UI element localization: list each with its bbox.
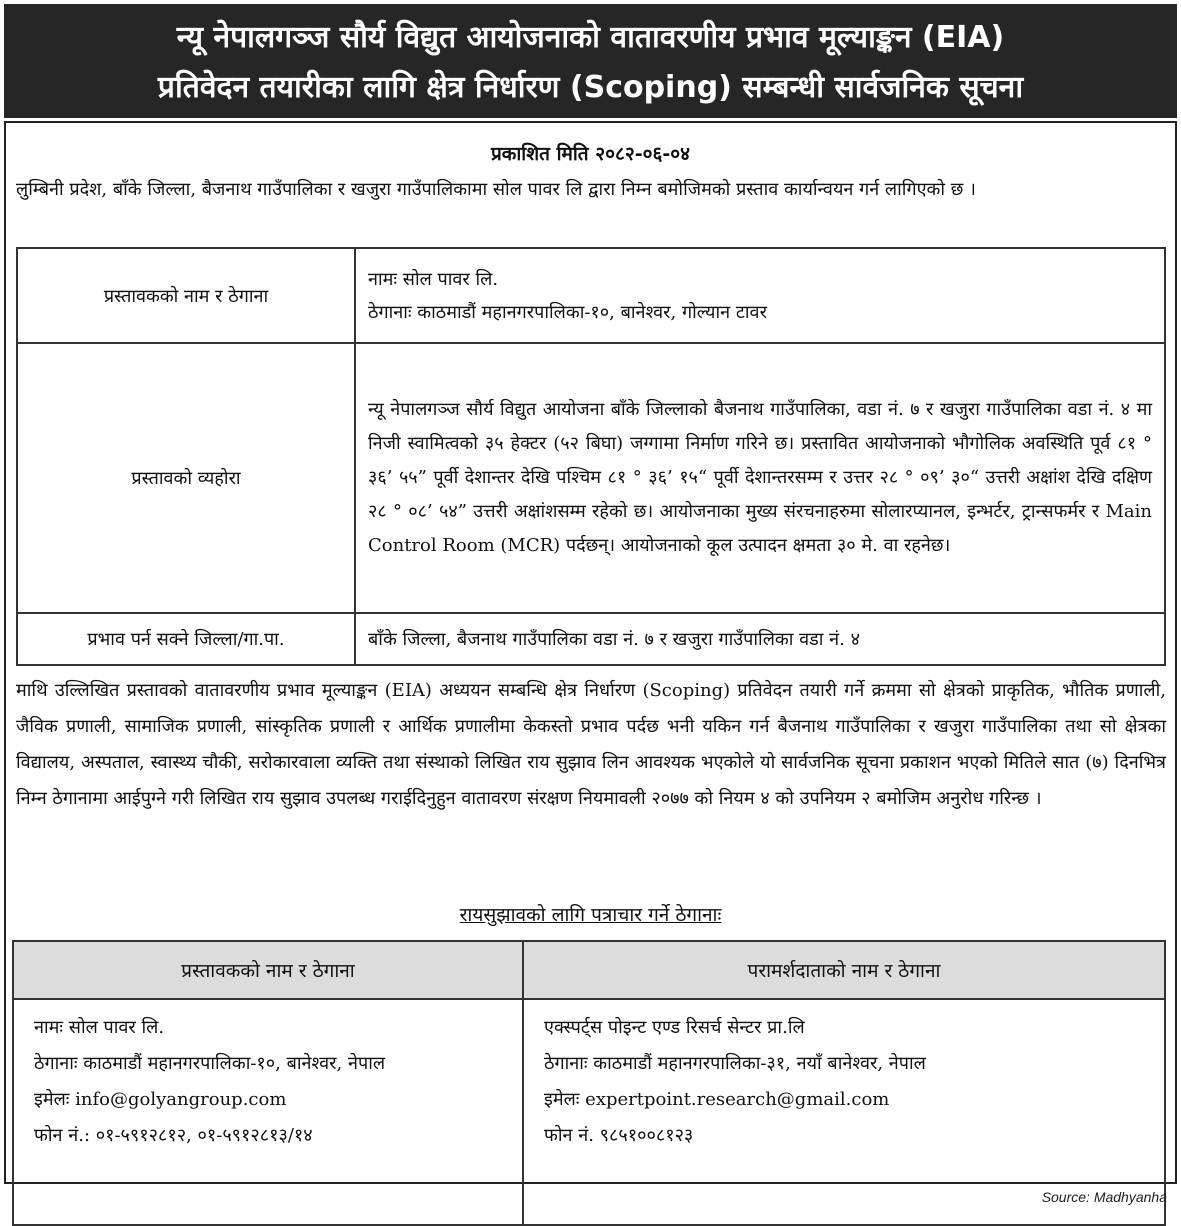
proponent-contact-name: नामः सोल पावर लि. xyxy=(34,1017,165,1038)
affected-area-label: प्रभाव पर्न सक्ने जिल्ला/गा.पा. xyxy=(17,613,355,665)
proposal-description-text: न्यू नेपालगञ्ज सौर्य विद्युत आयोजना बाँके जिल्लाको बैजनाथ गाउँपालिका, वडा नं. ७ र खजुरा गाउँपालिका वडा नं. ४ मा निजी स्वामित्वको ३५ हेक्टर (५२ बिघा) जग्गामा निर्माण गरिने छ। प्रस्तावित आयोजनाको भौगोलिक अवस्थिति पूर्व ८१ ° ३६’ ५५” पूर्वी देशान्तर देखि पश्चिम ८१ ° ३६’ १५“ पूर्वी देशान्तरसम्म र उत्तर २८ ° ०९’ ३०“ उत्तरी अक्षांश देखि दक्षिण २८ ° ०८’ ५४” उत्तरी अक्षांशसम्म रहेको छ। आयोजनाका मुख्य संरचनाहरुमा सोलारप्यानल, इन्भर्टर, ट्रान्सफर्मर र Main Control Room (MCR) पर्दछन्। आयोजनाको कूल उत्पादन क्षमता ३० मे. वा रहनेछ। xyxy=(355,343,1165,613)
consultant-contact-email: इमेलः expertpoint.research@gmail.com xyxy=(544,1089,890,1110)
proponent-contact-phone: फोन नं.: ०१-५९१२८१२, ०१-५९१२८१३/१४ xyxy=(34,1125,313,1146)
proponent-contact-details xyxy=(13,999,523,1225)
proposal-info-table xyxy=(16,247,1166,666)
contact-details-row xyxy=(13,999,1165,1225)
proponent-contact-address: ठेगानाः काठमाडौं महानगरपालिका-१०, बानेश्वर, नेपाल xyxy=(34,1053,386,1074)
published-date: प्रकाशित मिति २०८२-०६-०४ xyxy=(490,143,691,165)
proposal-description-row xyxy=(17,343,1165,613)
affected-area-value: बाँके जिल्ला, बैजनाथ गाउँपालिका वडा नं. ७ र खजुरा गाउँपालिका वडा नं. ४ xyxy=(355,613,1165,665)
contact-heading-text: रायसुझावको लागि पत्राचार गर्ने ठेगानाः xyxy=(459,904,722,926)
proponent-name: नामः सोल पावर लि. xyxy=(368,268,499,290)
proponent-contact-header: प्रस्तावकको नाम र ठेगाना xyxy=(13,941,523,999)
contact-header-row xyxy=(13,941,1165,999)
consultant-contact-address: ठेगानाः काठमाडौं महानगरपालिका-३१, नयाँ बानेश्वर, नेपाल xyxy=(544,1053,926,1074)
affected-area-row xyxy=(17,613,1165,665)
proposal-description-label: प्रस्तावको व्यहोरा xyxy=(17,343,355,613)
notice-title-line-2: प्रतिवेदन तयारीका लागि क्षेत्र निर्धारण (Scoping) सम्बन्धी सार्वजनिक सूचना xyxy=(157,70,1024,105)
proponent-row xyxy=(17,248,1165,343)
consultant-contact-header: परामर्शदाताको नाम र ठेगाना xyxy=(523,941,1165,999)
proponent-label: प्रस्तावकको नाम र ठेगाना xyxy=(17,248,355,343)
intro-paragraph: लुम्बिनी प्रदेश, बाँके जिल्ला, बैजनाथ गाउँपालिका र खजुरा गाउँपालिकामा सोल पावर लि द्वारा निम्न बमोजिमको प्रस्ताव कार्यान्वयन गर्न लागिएको छ । xyxy=(16,179,976,200)
consultant-contact-name: एक्स्पर्ट्स पोइन्ट एण्ड रिसर्च सेन्टर प्रा.लि xyxy=(544,1017,805,1038)
proponent-address: ठेगानाः काठमाडौं महानगरपालिका-१०, बानेश्वर, गोल्यान टावर xyxy=(368,301,767,323)
proponent-contact-email: इमेलः info@golyangroup.com xyxy=(34,1089,287,1110)
contact-table xyxy=(12,940,1166,1226)
request-paragraph: माथि उल्लिखित प्रस्तावको वातावरणीय प्रभाव मूल्याङ्कन (EIA) अध्ययन सम्बन्धि क्षेत्र निर्धारण (Scoping) प्रतिवेदन तयारी गर्ने क्रममा सो क्षेत्रको प्राकृतिक, भौतिक प्रणाली, जैविक प्रणाली, सामाजिक प्रणाली, सांस्कृतिक प्रणाली र आर्थिक प्रणालीमा केकस्तो प्रभाव पर्दछ भनी यकिन गर्न बैजनाथ गाउँपालिका र खजुरा गाउँपालिका तथा सो क्षेत्रका विद्यालय, अस्पताल, स्वास्थ्य चौकी, सरोकारवाला व्यक्ति तथा संस्थाको लिखित राय सुझाव लिन आवश्यक भएकोले यो सार्वजनिक सूचना प्रकाशन भएको मितिले सात (७) दिनभित्र निम्न ठेगानामा आईपुग्ने गरी लिखित राय सुझाव उपलब्ध गराईदिनुहुन वातावरण संरक्षण नियमावली २०७७ को नियम ४ को उपनियम २ बमोजिम अनुरोध गरिन्छ । xyxy=(16,680,1166,809)
source-credit: Source: Madhyanha xyxy=(1041,1189,1167,1205)
notice-title-banner xyxy=(4,4,1177,118)
consultant-contact-phone: फोन नं. ९८५१००८१२३ xyxy=(544,1125,694,1146)
notice-title-line-1: न्यू नेपालगञ्ज सौर्य विद्युत आयोजनाको वातावरणीय प्रभाव मूल्याङ्कन (EIA) xyxy=(176,20,1005,55)
proponent-value xyxy=(355,248,1165,343)
contact-heading xyxy=(0,901,1181,929)
